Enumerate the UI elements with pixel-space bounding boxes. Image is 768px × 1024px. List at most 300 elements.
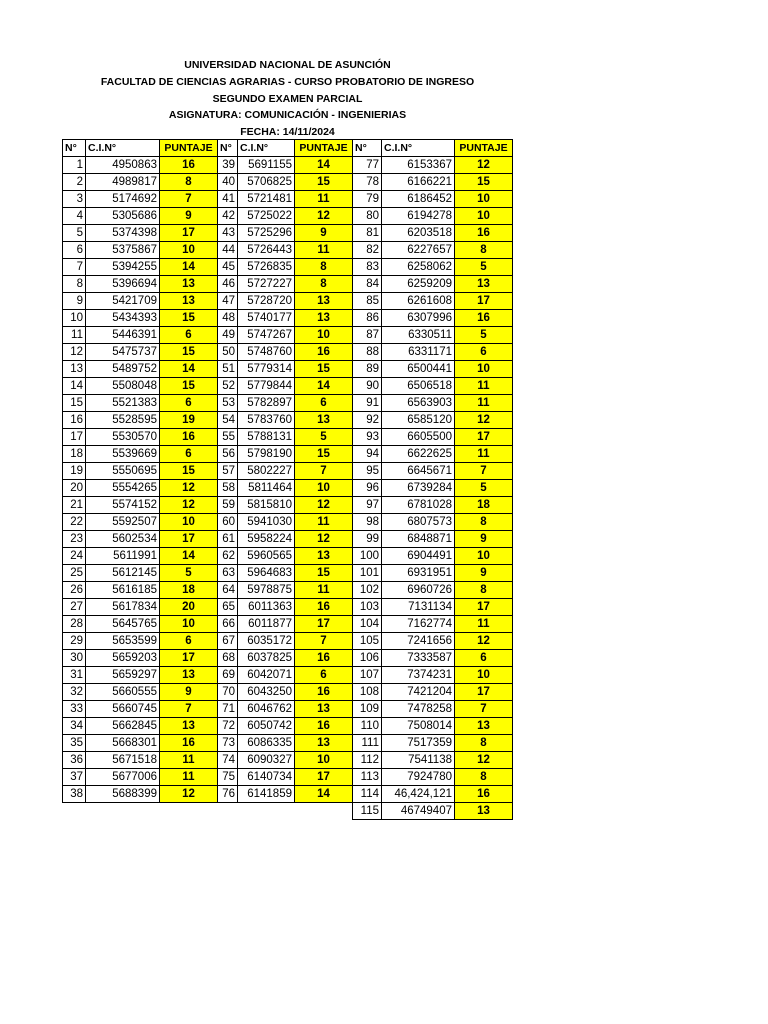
score-value: 7 <box>160 191 218 208</box>
score-value: 10 <box>295 327 353 344</box>
score-value: 9 <box>455 531 513 548</box>
score-value: 6 <box>295 667 353 684</box>
table-row <box>353 259 513 276</box>
row-number: 33 <box>63 701 86 718</box>
table-row <box>353 548 513 565</box>
score-value: 5 <box>455 480 513 497</box>
score-value: 15 <box>295 361 353 378</box>
ci-number: 5612145 <box>86 565 160 582</box>
table-row <box>353 803 513 820</box>
table-row <box>353 531 513 548</box>
table-row <box>218 327 353 344</box>
table-row <box>218 361 353 378</box>
row-number: 31 <box>63 667 86 684</box>
row-number: 20 <box>63 480 86 497</box>
row-number: 3 <box>63 191 86 208</box>
score-value: 6 <box>295 395 353 412</box>
row-number: 13 <box>63 361 86 378</box>
table-row <box>353 310 513 327</box>
score-value: 19 <box>160 412 218 429</box>
row-number: 22 <box>63 514 86 531</box>
table-row <box>353 718 513 735</box>
row-number: 42 <box>218 208 238 225</box>
header-row <box>218 140 353 157</box>
ci-number: 5721481 <box>238 191 295 208</box>
row-number: 81 <box>353 225 382 242</box>
row-number: 6 <box>63 242 86 259</box>
score-value: 17 <box>295 616 353 633</box>
table-row <box>353 412 513 429</box>
ci-number: 5958224 <box>238 531 295 548</box>
table-row <box>353 599 513 616</box>
table-row <box>218 514 353 531</box>
score-value: 16 <box>455 310 513 327</box>
score-value: 16 <box>455 225 513 242</box>
ci-number: 6227657 <box>382 242 455 259</box>
score-value: 13 <box>295 548 353 565</box>
score-header: PUNTAJE <box>455 140 513 157</box>
row-number: 87 <box>353 327 382 344</box>
score-value: 9 <box>455 565 513 582</box>
score-value: 14 <box>160 548 218 565</box>
score-value: 8 <box>455 582 513 599</box>
row-number: 111 <box>353 735 382 752</box>
ci-number: 5779314 <box>238 361 295 378</box>
ci-number: 7924780 <box>382 769 455 786</box>
row-number: 75 <box>218 769 238 786</box>
ci-number: 6622625 <box>382 446 455 463</box>
table-row <box>218 157 353 174</box>
ci-number: 7333587 <box>382 650 455 667</box>
row-number: 10 <box>63 310 86 327</box>
row-number: 65 <box>218 599 238 616</box>
score-value: 13 <box>160 718 218 735</box>
ci-number: 5677006 <box>86 769 160 786</box>
table-row <box>218 786 353 803</box>
table-row <box>353 378 513 395</box>
ci-number: 5592507 <box>86 514 160 531</box>
table-row <box>353 752 513 769</box>
score-value: 13 <box>295 310 353 327</box>
score-value: 15 <box>455 174 513 191</box>
score-value: 17 <box>455 293 513 310</box>
score-value: 8 <box>455 735 513 752</box>
row-number: 34 <box>63 718 86 735</box>
row-number: 47 <box>218 293 238 310</box>
row-number: 112 <box>353 752 382 769</box>
score-value: 14 <box>160 259 218 276</box>
score-value: 17 <box>455 429 513 446</box>
ci-number: 6605500 <box>382 429 455 446</box>
table-row <box>63 174 218 191</box>
table-row <box>63 293 218 310</box>
ci-number: 5788131 <box>238 429 295 446</box>
table-row <box>353 446 513 463</box>
row-number: 56 <box>218 446 238 463</box>
score-value: 9 <box>160 208 218 225</box>
ci-number: 5616185 <box>86 582 160 599</box>
row-number: 43 <box>218 225 238 242</box>
ci-number: 6140734 <box>238 769 295 786</box>
score-value: 12 <box>295 531 353 548</box>
row-number: 29 <box>63 633 86 650</box>
row-number: 11 <box>63 327 86 344</box>
ci-number: 5782897 <box>238 395 295 412</box>
table-row <box>218 242 353 259</box>
score-value: 11 <box>160 769 218 786</box>
ci-number: 5748760 <box>238 344 295 361</box>
row-number: 76 <box>218 786 238 803</box>
ci-number: 5726443 <box>238 242 295 259</box>
ci-number: 5960565 <box>238 548 295 565</box>
ci-number: 6848871 <box>382 531 455 548</box>
ci-header: C.I.N° <box>238 140 295 157</box>
row-number: 23 <box>63 531 86 548</box>
ci-number: 5747267 <box>238 327 295 344</box>
score-value: 7 <box>295 463 353 480</box>
ci-number: 6166221 <box>382 174 455 191</box>
score-value: 13 <box>455 803 513 820</box>
score-value: 13 <box>160 667 218 684</box>
ci-number: 6960726 <box>382 582 455 599</box>
table-row <box>353 293 513 310</box>
score-header: PUNTAJE <box>160 140 218 157</box>
table-row <box>63 514 218 531</box>
table-row <box>353 667 513 684</box>
subject-line: ASIGNATURA: COMUNICACIÓN - INGENIERIAS <box>168 109 407 122</box>
score-value: 10 <box>295 480 353 497</box>
row-number: 7 <box>63 259 86 276</box>
score-value: 14 <box>295 786 353 803</box>
row-number: 32 <box>63 684 86 701</box>
table-row <box>353 225 513 242</box>
row-number: 94 <box>353 446 382 463</box>
score-value: 12 <box>160 497 218 514</box>
score-value: 17 <box>160 531 218 548</box>
ci-number: 6261608 <box>382 293 455 310</box>
ci-number: 6050742 <box>238 718 295 735</box>
row-number: 17 <box>63 429 86 446</box>
score-value: 13 <box>160 293 218 310</box>
university-name: UNIVERSIDAD NACIONAL DE ASUNCIÓN <box>184 59 391 71</box>
score-value: 17 <box>160 225 218 242</box>
ci-number: 6153367 <box>382 157 455 174</box>
ci-number: 7478258 <box>382 701 455 718</box>
score-value: 14 <box>295 378 353 395</box>
table-row <box>218 446 353 463</box>
score-value: 15 <box>295 565 353 582</box>
exam-title: SEGUNDO EXAMEN PARCIAL <box>212 92 363 105</box>
ci-number: 5671518 <box>86 752 160 769</box>
row-number: 50 <box>218 344 238 361</box>
scores-table-col3 <box>352 139 513 820</box>
table-row <box>63 310 218 327</box>
ci-number: 6035172 <box>238 633 295 650</box>
ci-number: 5725296 <box>238 225 295 242</box>
row-number: 101 <box>353 565 382 582</box>
table-row <box>353 208 513 225</box>
ci-number: 5446391 <box>86 327 160 344</box>
table-row <box>218 276 353 293</box>
ci-number: 6506518 <box>382 378 455 395</box>
score-value: 9 <box>160 684 218 701</box>
row-number: 59 <box>218 497 238 514</box>
row-number: 5 <box>63 225 86 242</box>
ci-number: 6141859 <box>238 786 295 803</box>
number-header: N° <box>218 140 238 157</box>
row-number: 106 <box>353 650 382 667</box>
ci-number: 5611991 <box>86 548 160 565</box>
row-number: 88 <box>353 344 382 361</box>
table-row <box>353 616 513 633</box>
score-value: 17 <box>160 650 218 667</box>
row-number: 98 <box>353 514 382 531</box>
row-number: 27 <box>63 599 86 616</box>
ci-number: 5602534 <box>86 531 160 548</box>
table-row <box>218 769 353 786</box>
table-row <box>218 497 353 514</box>
row-number: 108 <box>353 684 382 701</box>
table-row <box>218 735 353 752</box>
row-number: 12 <box>63 344 86 361</box>
table-row <box>353 361 513 378</box>
row-number: 102 <box>353 582 382 599</box>
score-value: 5 <box>455 327 513 344</box>
table-row <box>63 395 218 412</box>
header-row <box>63 140 218 157</box>
ci-number: 5660555 <box>86 684 160 701</box>
ci-number: 6500441 <box>382 361 455 378</box>
row-number: 37 <box>63 769 86 786</box>
ci-number: 5706825 <box>238 174 295 191</box>
score-value: 14 <box>160 361 218 378</box>
ci-number: 5374398 <box>86 225 160 242</box>
table-row <box>218 531 353 548</box>
row-number: 100 <box>353 548 382 565</box>
row-number: 38 <box>63 786 86 803</box>
ci-number: 5434393 <box>86 310 160 327</box>
row-number: 53 <box>218 395 238 412</box>
table-row <box>353 463 513 480</box>
score-value: 15 <box>295 174 353 191</box>
ci-number: 5941030 <box>238 514 295 531</box>
ci-number: 5964683 <box>238 565 295 582</box>
table-row <box>218 650 353 667</box>
faculty-course: FACULTAD DE CIENCIAS AGRARIAS - CURSO PROBATORIO DE INGRESO <box>100 75 475 88</box>
table-row <box>63 361 218 378</box>
table-row <box>218 293 353 310</box>
score-value: 17 <box>295 769 353 786</box>
table-row <box>63 633 218 650</box>
scores-table-col2 <box>217 139 353 803</box>
score-value: 9 <box>295 225 353 242</box>
score-value: 13 <box>455 276 513 293</box>
ci-number: 5421709 <box>86 293 160 310</box>
score-value: 15 <box>160 344 218 361</box>
table-row <box>63 157 218 174</box>
table-row <box>63 497 218 514</box>
table-row <box>63 684 218 701</box>
row-number: 49 <box>218 327 238 344</box>
row-number: 115 <box>353 803 382 820</box>
table-row <box>218 701 353 718</box>
table-row <box>218 548 353 565</box>
score-value: 13 <box>295 412 353 429</box>
row-number: 89 <box>353 361 382 378</box>
table-row <box>218 225 353 242</box>
score-value: 11 <box>455 446 513 463</box>
ci-header: C.I.N° <box>86 140 160 157</box>
ci-number: 5688399 <box>86 786 160 803</box>
ci-number: 5539669 <box>86 446 160 463</box>
score-value: 6 <box>160 633 218 650</box>
table-row <box>218 191 353 208</box>
score-value: 12 <box>295 497 353 514</box>
ci-number: 5811464 <box>238 480 295 497</box>
ci-number: 46749407 <box>382 803 455 820</box>
score-value: 11 <box>295 514 353 531</box>
row-number: 96 <box>353 480 382 497</box>
row-number: 114 <box>353 786 382 803</box>
table-row <box>63 667 218 684</box>
score-value: 10 <box>455 361 513 378</box>
ci-number: 6307996 <box>382 310 455 327</box>
ci-number: 5662845 <box>86 718 160 735</box>
score-value: 6 <box>160 395 218 412</box>
score-value: 16 <box>295 344 353 361</box>
table-row <box>218 395 353 412</box>
row-number: 64 <box>218 582 238 599</box>
ci-number: 46,424,121 <box>382 786 455 803</box>
row-number: 103 <box>353 599 382 616</box>
ci-number: 6331171 <box>382 344 455 361</box>
ci-number: 7241656 <box>382 633 455 650</box>
table-row <box>353 174 513 191</box>
score-value: 11 <box>295 242 353 259</box>
table-row <box>353 395 513 412</box>
row-number: 58 <box>218 480 238 497</box>
table-row <box>63 276 218 293</box>
table-row <box>63 718 218 735</box>
ci-number: 6259209 <box>382 276 455 293</box>
table-row <box>63 701 218 718</box>
row-number: 30 <box>63 650 86 667</box>
row-number: 4 <box>63 208 86 225</box>
row-number: 107 <box>353 667 382 684</box>
score-value: 6 <box>455 344 513 361</box>
score-value: 5 <box>160 565 218 582</box>
score-value: 8 <box>295 276 353 293</box>
score-value: 11 <box>455 395 513 412</box>
table-row <box>218 378 353 395</box>
score-value: 10 <box>160 514 218 531</box>
table-row <box>63 208 218 225</box>
ci-number: 6046762 <box>238 701 295 718</box>
ci-number: 6042071 <box>238 667 295 684</box>
row-number: 40 <box>218 174 238 191</box>
ci-number: 5783760 <box>238 412 295 429</box>
ci-number: 5726835 <box>238 259 295 276</box>
score-value: 16 <box>295 599 353 616</box>
table-row <box>353 769 513 786</box>
row-number: 71 <box>218 701 238 718</box>
number-header: N° <box>63 140 86 157</box>
ci-number: 5659203 <box>86 650 160 667</box>
score-value: 15 <box>160 463 218 480</box>
row-number: 73 <box>218 735 238 752</box>
header-row <box>353 140 513 157</box>
ci-number: 7508014 <box>382 718 455 735</box>
score-value: 12 <box>455 752 513 769</box>
row-number: 39 <box>218 157 238 174</box>
row-number: 16 <box>63 412 86 429</box>
ci-number: 6258062 <box>382 259 455 276</box>
ci-number: 5174692 <box>86 191 160 208</box>
row-number: 93 <box>353 429 382 446</box>
ci-number: 5489752 <box>86 361 160 378</box>
score-value: 7 <box>455 463 513 480</box>
ci-number: 5978875 <box>238 582 295 599</box>
ci-number: 5779844 <box>238 378 295 395</box>
row-number: 9 <box>63 293 86 310</box>
ci-number: 6011363 <box>238 599 295 616</box>
row-number: 28 <box>63 616 86 633</box>
table-row <box>63 565 218 582</box>
score-value: 16 <box>160 157 218 174</box>
table-row <box>218 582 353 599</box>
scores-table-col1 <box>62 139 218 803</box>
score-value: 10 <box>160 242 218 259</box>
table-row <box>218 463 353 480</box>
ci-number: 5659297 <box>86 667 160 684</box>
row-number: 62 <box>218 548 238 565</box>
ci-number: 5521383 <box>86 395 160 412</box>
row-number: 25 <box>63 565 86 582</box>
row-number: 105 <box>353 633 382 650</box>
ci-number: 4989817 <box>86 174 160 191</box>
score-value: 18 <box>455 497 513 514</box>
row-number: 66 <box>218 616 238 633</box>
score-value: 17 <box>455 684 513 701</box>
table-row <box>218 344 353 361</box>
score-value: 18 <box>160 582 218 599</box>
score-value: 13 <box>295 293 353 310</box>
score-value: 6 <box>455 650 513 667</box>
score-value: 6 <box>160 446 218 463</box>
ci-number: 5660745 <box>86 701 160 718</box>
ci-number: 7421204 <box>382 684 455 701</box>
row-number: 26 <box>63 582 86 599</box>
ci-number: 5645765 <box>86 616 160 633</box>
row-number: 51 <box>218 361 238 378</box>
row-number: 68 <box>218 650 238 667</box>
score-value: 10 <box>295 752 353 769</box>
row-number: 67 <box>218 633 238 650</box>
table-row <box>63 599 218 616</box>
ci-number: 7131134 <box>382 599 455 616</box>
score-value: 14 <box>295 157 353 174</box>
table-row <box>353 344 513 361</box>
table-row <box>63 429 218 446</box>
table-row <box>63 446 218 463</box>
table-row <box>63 650 218 667</box>
ci-number: 6043250 <box>238 684 295 701</box>
score-value: 5 <box>455 259 513 276</box>
table-row <box>353 565 513 582</box>
score-value: 12 <box>455 157 513 174</box>
table-row <box>63 616 218 633</box>
ci-number: 5475737 <box>86 344 160 361</box>
